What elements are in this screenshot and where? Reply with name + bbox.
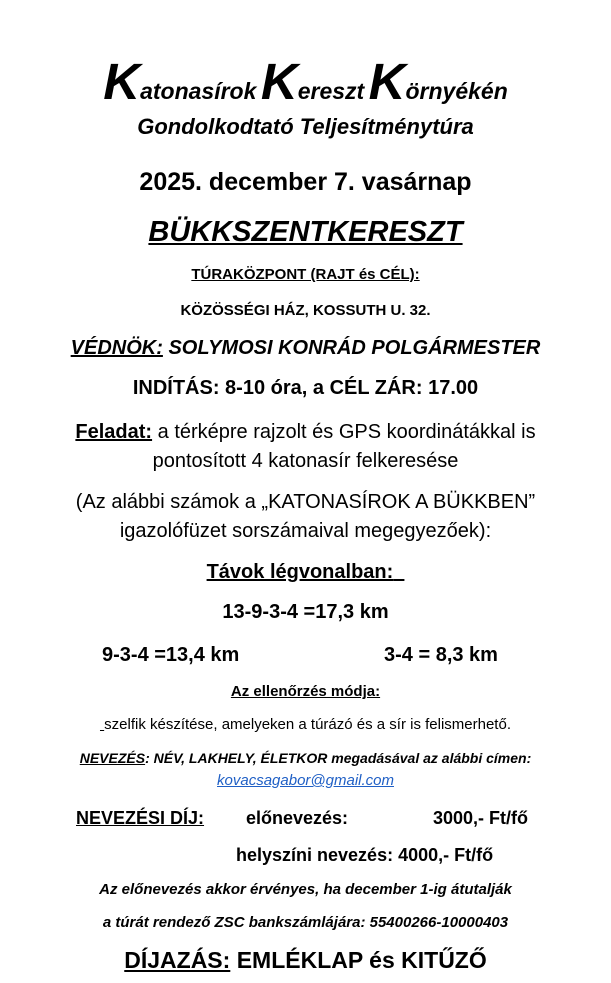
fee-label: NEVEZÉSI DÍJ: [76, 808, 205, 828]
task-text: a térképre rajzolt és GPS koordinátákkal is [152, 421, 536, 443]
fee-pre-label: előnevezés: [246, 808, 349, 828]
task-line-2: pontosított 4 katonasír felkeresése [152, 450, 459, 472]
distances-heading [0, 561, 611, 584]
route-long: 13-9-3-4 =17,3 km [222, 601, 389, 623]
event-date: 2025. december 7. vasárnap [139, 168, 472, 196]
route-medium: 9-3-4 =13,4 km [102, 644, 240, 666]
check-label: Az ellenőrzés módja: [230, 683, 381, 700]
email-line [0, 772, 611, 789]
payment-line-2: a túrát rendező ZSC bankszámlájára: 55400266-10000403 [102, 914, 509, 931]
awards-label: DÍJAZÁS: [124, 947, 231, 973]
email-link[interactable]: kovacsagabor@gmail.com [217, 772, 394, 789]
fee-pre-value: 3000,- Ft/fő [433, 808, 529, 828]
fee-onsite: helyszíni nevezés: 4000,- Ft/fő [236, 845, 494, 865]
event-location: BÜKKSZENTKERESZT [148, 216, 463, 248]
task-line-1 [0, 421, 611, 444]
note-line-1: (Az alábbi számok a „KATONASÍROK A BÜKKBEN” [75, 491, 536, 513]
registration-label: NEVEZÉS [79, 750, 146, 766]
title-initial: K [260, 53, 298, 110]
event-subtitle: Gondolkodtató Teljesítménytúra [137, 114, 474, 139]
route-short: 3-4 = 8,3 km [384, 644, 498, 666]
title-initial: K [368, 53, 406, 110]
registration-text: : NÉV, LAKHELY, ÉLETKOR megadásával az alábbi címen: [145, 750, 532, 766]
title-initial: K [103, 53, 141, 110]
start-time: INDÍTÁS: 8-10 óra, a CÉL ZÁR: 17.00 [132, 377, 479, 399]
task-label: Feladat: [75, 421, 153, 443]
title-word: örnyékén [405, 78, 508, 104]
awards [0, 947, 611, 974]
patron [0, 337, 611, 360]
center-label: TÚRAKÖZPONT (RAJT és CÉL): [191, 266, 420, 283]
event-title [0, 52, 611, 111]
patron-label: VÉDNÖK: [70, 337, 163, 359]
title-word: atonasírok [140, 78, 257, 104]
center-address: KÖZÖSSÉGI HÁZ, KOSSUTH U. 32. [180, 302, 431, 319]
note-line-2: igazolófüzet sorszámaival megegyezőek): [119, 520, 492, 542]
payment-line-1: Az előnevezés akkor érvényes, ha december 1-ig átutalják [99, 881, 512, 898]
registration [0, 750, 611, 766]
check-text-content: szelfik készítése, amelyeken a túrázó és a sír is felismerhető. [104, 716, 511, 733]
patron-name: SOLYMOSI KONRÁD POLGÁRMESTER [162, 337, 541, 359]
awards-text: EMLÉKLAP és KITŰZŐ [230, 947, 487, 973]
check-text [0, 716, 611, 733]
title-word: ereszt [297, 78, 365, 104]
distances-label: Távok légvonalban: [206, 561, 394, 583]
